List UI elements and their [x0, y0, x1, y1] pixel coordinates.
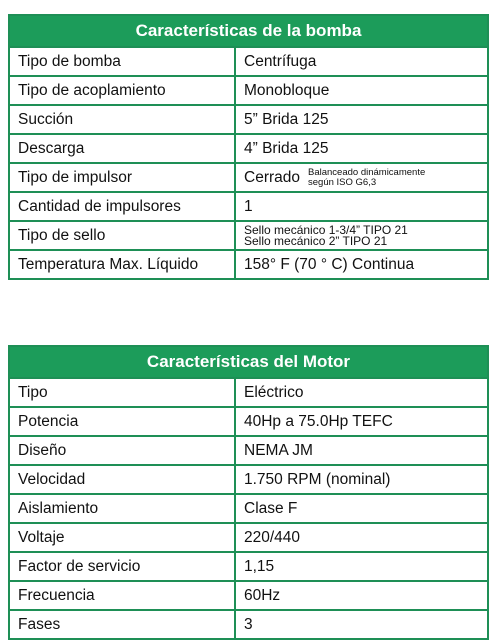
pump-table-title: Características de la bomba	[10, 16, 487, 48]
row-label: Potencia	[10, 408, 236, 435]
motor-characteristics-table	[8, 345, 489, 640]
row-value: NEMA JM	[244, 441, 313, 459]
row-label: Diseño	[10, 437, 236, 464]
seal-type-values	[244, 222, 408, 248]
table-row	[10, 104, 487, 133]
row-value	[236, 164, 487, 191]
table-row	[10, 191, 487, 220]
row-label: Velocidad	[10, 466, 236, 493]
table-row	[10, 551, 487, 580]
table-row	[10, 493, 487, 522]
seal-line: Sello mecánico 1-3/4” TIPO 21	[244, 222, 408, 237]
row-label: Tipo de bomba	[10, 48, 236, 75]
table-row	[10, 48, 487, 75]
table-row	[10, 464, 487, 493]
row-value: 220/440	[244, 528, 301, 546]
table-row	[10, 522, 487, 551]
row-value: 1.750 RPM (nominal)	[244, 470, 391, 488]
row-value: 40Hp a 75.0Hp TEFC	[244, 412, 393, 430]
impeller-type-value: Cerrado	[244, 168, 300, 186]
pump-characteristics-table	[8, 14, 489, 280]
table-row	[10, 435, 487, 464]
row-label: Descarga	[10, 135, 236, 162]
row-label: Tipo de sello	[10, 222, 236, 249]
row-label: Temperatura Max. Líquido	[10, 251, 236, 278]
row-value: Centrífuga	[244, 52, 317, 70]
row-label: Tipo de acoplamiento	[10, 77, 236, 104]
table-row	[10, 75, 487, 104]
table-row	[10, 379, 487, 406]
table-row	[10, 249, 487, 278]
note-line: según ISO G6,3	[308, 176, 377, 188]
row-label: Fases	[10, 611, 236, 638]
seal-line: Sello mecánico 2” TIPO 21	[244, 233, 388, 248]
row-label: Aislamiento	[10, 495, 236, 522]
row-value: 60Hz	[244, 586, 281, 604]
row-label: Cantidad de impulsores	[10, 193, 236, 220]
impeller-balance-note	[308, 168, 425, 188]
row-value: 5” Brida 125	[244, 110, 329, 128]
row-value: 158° F (70 ° C) Continua	[244, 255, 415, 273]
row-value: 3	[244, 615, 253, 633]
table-row	[10, 162, 487, 191]
table-row	[10, 220, 487, 249]
table-row	[10, 580, 487, 609]
motor-table-title: Características del Motor	[10, 347, 487, 379]
row-value: Monobloque	[244, 81, 330, 99]
row-value: 1	[244, 197, 253, 215]
row-value: 1,15	[244, 557, 275, 575]
row-value	[236, 222, 487, 249]
row-value: 4” Brida 125	[244, 139, 329, 157]
row-value: Eléctrico	[244, 383, 304, 401]
note-line: Balanceado dinámicamente	[308, 166, 426, 178]
row-label: Tipo de impulsor	[10, 164, 236, 191]
table-row	[10, 133, 487, 162]
row-label: Frecuencia	[10, 582, 236, 609]
row-label: Tipo	[10, 379, 236, 406]
row-value: Clase F	[244, 499, 298, 517]
row-label: Factor de servicio	[10, 553, 236, 580]
row-label: Succión	[10, 106, 236, 133]
table-row	[10, 609, 487, 638]
row-label: Voltaje	[10, 524, 236, 551]
table-row	[10, 406, 487, 435]
